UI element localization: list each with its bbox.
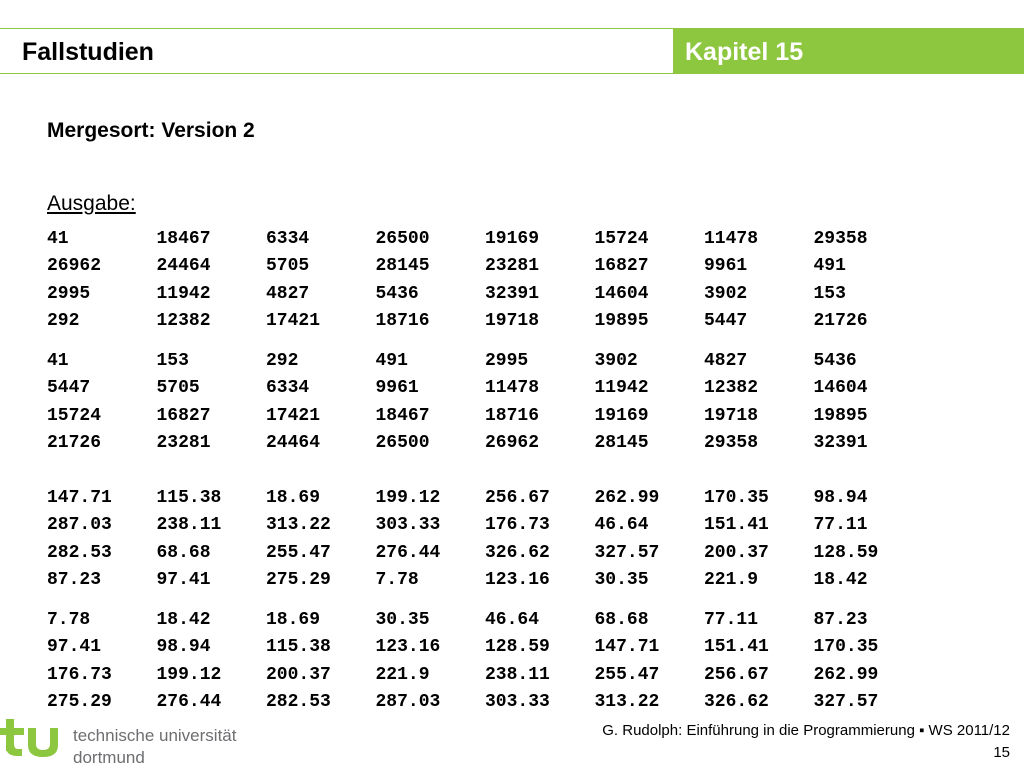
output-value: 326.62 [704, 691, 769, 712]
output-value: 21726 [813, 310, 868, 331]
output-value: 275.29 [266, 569, 331, 590]
output-value: 4827 [704, 351, 748, 371]
tu-dortmund-logo [0, 716, 300, 768]
output-value: 17421 [266, 405, 321, 426]
output-value: 5436 [813, 351, 857, 371]
output-row [47, 430, 923, 457]
output-value: 491 [813, 256, 846, 277]
output-value: 26500 [375, 229, 430, 249]
output-value: 26962 [485, 432, 540, 453]
output-value: 282.53 [47, 542, 112, 563]
output-value: 303.33 [485, 691, 550, 712]
output-value: 77.11 [704, 610, 759, 630]
page-number: 15 [993, 744, 1010, 761]
output-row [47, 512, 923, 539]
output-row [47, 540, 923, 567]
output-value: 327.57 [813, 691, 879, 712]
output-value: 18716 [485, 405, 540, 426]
output-value: 26962 [47, 256, 102, 277]
output-value: 147.71 [47, 488, 112, 508]
output-value: 5705 [266, 256, 310, 277]
output-value: 19169 [594, 405, 649, 426]
output-value: 6334 [266, 378, 310, 399]
output-value: 256.67 [485, 488, 550, 508]
slide-title: Fallstudien [22, 38, 154, 66]
output-value: 199.12 [375, 488, 441, 508]
output-value: 292 [266, 351, 299, 371]
output-value: 32391 [485, 283, 540, 304]
output-value: 151.41 [704, 637, 769, 658]
output-value: 5447 [47, 378, 91, 399]
output-value: 303.33 [375, 515, 441, 536]
output-value: 11478 [704, 229, 759, 249]
output-value: 282.53 [266, 691, 331, 712]
output-value: 7.78 [47, 610, 91, 630]
output-value: 19895 [813, 405, 868, 426]
output-value: 123.16 [375, 637, 441, 658]
output-value: 14604 [594, 283, 649, 304]
output-value: 15724 [594, 229, 649, 249]
output-value: 9961 [704, 256, 748, 277]
output-value: 19718 [485, 310, 540, 331]
output-value: 5447 [704, 310, 748, 331]
output-value: 5705 [156, 378, 200, 399]
output-value: 221.9 [375, 664, 430, 685]
output-value: 19169 [485, 229, 540, 249]
output-value: 170.35 [813, 637, 879, 658]
output-value: 41 [47, 229, 69, 249]
output-label: Ausgabe: [47, 192, 136, 215]
output-row [47, 226, 923, 253]
output-value: 2995 [485, 351, 529, 371]
output-value: 200.37 [266, 664, 331, 685]
output-block-3 [47, 485, 923, 594]
output-value: 115.38 [266, 637, 331, 658]
output-value: 3902 [704, 283, 748, 304]
output-value: 19895 [594, 310, 649, 331]
output-row [47, 281, 923, 308]
output-value: 26500 [375, 432, 430, 453]
output-value: 11478 [485, 378, 540, 399]
output-value: 5436 [375, 283, 419, 304]
output-value: 255.47 [594, 664, 660, 685]
output-value: 11942 [594, 378, 649, 399]
output-row [47, 689, 923, 716]
output-row [47, 567, 923, 594]
output-block-4 [47, 607, 923, 716]
output-value: 24464 [266, 432, 321, 453]
output-value: 255.47 [266, 542, 331, 563]
output-value: 326.62 [485, 542, 550, 563]
output-row [47, 253, 923, 280]
output-row [47, 308, 923, 335]
output-value: 23281 [485, 256, 540, 277]
chapter-label: Kapitel 15 [685, 38, 804, 66]
output-value: 287.03 [47, 515, 112, 536]
output-value: 262.99 [594, 488, 660, 508]
output-value: 12382 [704, 378, 759, 399]
output-value: 176.73 [47, 664, 112, 685]
output-row [47, 403, 923, 430]
output-value: 123.16 [485, 569, 550, 590]
output-value: 313.22 [266, 515, 331, 536]
output-value: 153 [156, 351, 189, 371]
output-value: 7.78 [375, 569, 419, 590]
output-value: 68.68 [156, 542, 211, 563]
output-value: 32391 [813, 432, 868, 453]
output-value: 18.42 [813, 569, 868, 590]
footer-credit [602, 720, 1010, 764]
output-row [47, 348, 923, 375]
output-value: 2995 [47, 283, 91, 304]
output-value: 287.03 [375, 691, 441, 712]
output-value: 97.41 [156, 569, 211, 590]
output-value: 87.23 [813, 610, 868, 630]
header-bottom-rule [0, 73, 1024, 74]
output-value: 4827 [266, 283, 310, 304]
output-value: 147.71 [594, 637, 660, 658]
output-value: 200.37 [704, 542, 769, 563]
output-value: 28145 [594, 432, 649, 453]
tu-logo-icon [0, 716, 300, 768]
output-value: 238.11 [485, 664, 550, 685]
output-value: 17421 [266, 310, 321, 331]
output-value: 262.99 [813, 664, 879, 685]
output-value: 12382 [156, 310, 211, 331]
output-row [47, 607, 923, 634]
output-value: 275.29 [47, 691, 112, 712]
output-value: 30.35 [375, 610, 430, 630]
output-value: 128.59 [813, 542, 879, 563]
output-value: 491 [375, 351, 408, 371]
credit-text: G. Rudolph: Einführung in die Programmierung ▪ WS 2011/12 [602, 722, 1010, 739]
output-value: 18467 [156, 229, 211, 249]
output-value: 276.44 [375, 542, 441, 563]
output-value: 9961 [375, 378, 419, 399]
output-value: 176.73 [485, 515, 550, 536]
output-value: 98.94 [813, 488, 868, 508]
output-value: 128.59 [485, 637, 550, 658]
output-value: 151.41 [704, 515, 769, 536]
output-value: 221.9 [704, 569, 759, 590]
output-value: 313.22 [594, 691, 660, 712]
output-value: 24464 [156, 256, 211, 277]
output-value: 276.44 [156, 691, 222, 712]
output-value: 115.38 [156, 488, 222, 508]
output-value: 98.94 [156, 637, 211, 658]
section-heading: Mergesort: Version 2 [47, 119, 255, 142]
output-value: 199.12 [156, 664, 222, 685]
output-value: 77.11 [813, 515, 868, 536]
output-value: 23281 [156, 432, 211, 453]
output-value: 3902 [594, 351, 638, 371]
output-row [47, 634, 923, 661]
output-value: 29358 [704, 432, 759, 453]
slide-header [0, 28, 1024, 74]
chapter-badge [673, 28, 1024, 74]
output-value: 46.64 [485, 610, 540, 630]
output-value: 87.23 [47, 569, 102, 590]
output-value: 46.64 [594, 515, 649, 536]
output-value: 21726 [47, 432, 102, 453]
svg-text:technische universität: technische universität [73, 726, 237, 745]
output-value: 292 [47, 310, 80, 331]
output-value: 327.57 [594, 542, 660, 563]
output-value: 18.42 [156, 610, 211, 630]
output-value: 97.41 [47, 637, 102, 658]
output-value: 18467 [375, 405, 430, 426]
output-block-1 [47, 226, 923, 335]
output-row [47, 375, 923, 402]
output-value: 68.68 [594, 610, 649, 630]
output-value: 30.35 [594, 569, 649, 590]
output-value: 16827 [594, 256, 649, 277]
output-value: 19718 [704, 405, 759, 426]
output-value: 15724 [47, 405, 102, 426]
output-value: 16827 [156, 405, 211, 426]
output-value: 18716 [375, 310, 430, 331]
output-value: 256.67 [704, 664, 769, 685]
output-value: 41 [47, 351, 69, 371]
output-value: 18.69 [266, 488, 321, 508]
svg-text:dortmund: dortmund [73, 748, 145, 767]
output-row [47, 485, 923, 512]
output-value: 6334 [266, 229, 310, 249]
output-value: 29358 [813, 229, 868, 249]
output-value: 238.11 [156, 515, 222, 536]
output-value: 153 [813, 283, 846, 304]
output-row [47, 662, 923, 689]
output-value: 28145 [375, 256, 430, 277]
output-value: 11942 [156, 283, 211, 304]
output-value: 170.35 [704, 488, 769, 508]
output-block-2 [47, 348, 923, 457]
output-value: 14604 [813, 378, 868, 399]
output-value: 18.69 [266, 610, 321, 630]
